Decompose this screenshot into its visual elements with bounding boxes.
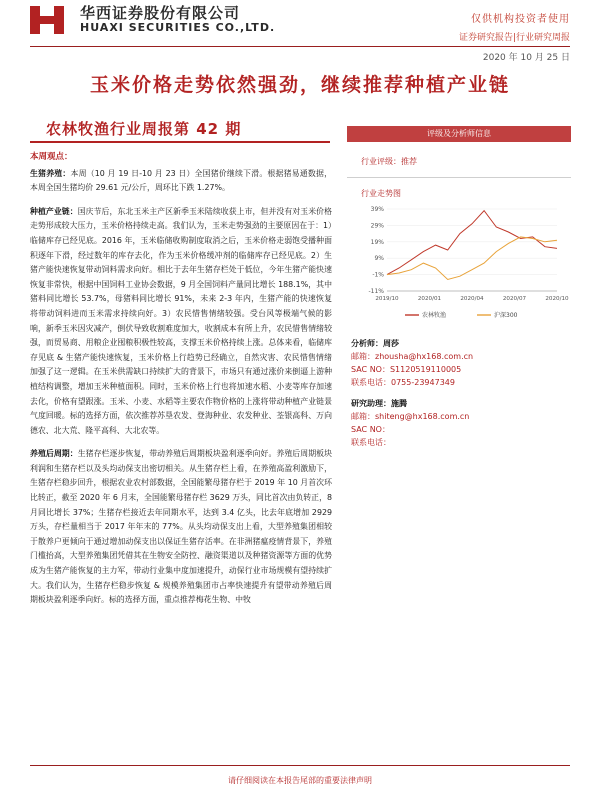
pig-paragraph — [30, 167, 332, 196]
section-heading: 本周观点： — [30, 152, 73, 162]
chart-y-tick-label: 39% — [370, 206, 384, 213]
chart-title: 行业走势图 — [361, 189, 401, 198]
livestock-paragraph — [30, 447, 332, 608]
chart-y-tick-label: -11% — [368, 288, 384, 295]
assistant-name: 施腾 — [391, 399, 407, 408]
footer-divider — [30, 765, 570, 766]
main-content — [30, 150, 332, 617]
pig-lead: 生猪养殖： — [30, 168, 71, 178]
assistant-sac: SAC NO： — [351, 425, 390, 434]
page-header — [0, 0, 600, 63]
analyst-block — [351, 337, 571, 389]
analyst-email[interactable]: 邮箱：zhousha@hx168.com.cn — [351, 352, 474, 361]
analyst-name: 周莎 — [383, 339, 399, 348]
livestock-text: 生猪存栏逐步恢复，带动养殖后周期板块盈利逐季向好。养殖后周期板块利润和生猪存栏以及头均动保支出密切相关。从生猪存栏上看，在养殖高盈利激励下，生猪存栏稳步回升，根据农业农村部数据，全国能繁母猪存栏于 2019 年 10 月首次环比转正，截至 2020 年 6 月末，全国能繁母猪存栏 3629 万头，同比首次由负转正，8 月同比增长 37%；生猪存栏接近去年同期水平，达到 3.4 亿头，比去年底增加 2929 万头，存栏量相当于 2017 年年末的 77%。从头均动保支出上看，大型养殖集团相较于散养户更倾向于通过增加动保支出以保证生猪存活率。在非洲猪瘟疫情背景下，养殖门槛抬高，大型养殖集团凭借其在生物安全防控、融资渠道以及种猪资源等方面的优势成为生猪产能恢复的主力军，带动行业集中度加速提升，动保行业市场规模有望持续扩大。我们认为，生猪存栏稳步恢复 & 规模养殖集团市占率快速提升有望带动养殖后周期板块盈利逐季向好。标的选择方面，重点推荐梅花生物、中牧 — [30, 449, 332, 605]
report-title: 玉米价格走势依然强劲，继续推荐种植产业链 — [89, 74, 510, 96]
chart-x-tick-label: 2020/10 — [545, 296, 569, 302]
audience-tag: 仅供机构投资者使用 — [471, 14, 570, 25]
assistant-role: 研究助理： — [351, 399, 391, 408]
chart-x-tick-label: 2020/04 — [460, 296, 484, 302]
chart-y-tick-label: 29% — [370, 222, 384, 230]
assistant-phone: 联系电话： — [351, 438, 391, 447]
analyst-role: 分析师： — [351, 339, 383, 348]
analyst-section — [347, 337, 571, 449]
legal-notice: 请仔细阅读在本报告尾部的重要法律声明 — [228, 776, 372, 785]
report-date: 2020 年 10 月 25 日 — [482, 53, 570, 63]
livestock-lead: 养殖后周期： — [30, 449, 78, 459]
chart-legend-label: 农林牧渔 — [422, 312, 447, 319]
chart-x-tick-label: 2020/01 — [417, 296, 442, 302]
report-type: 证券研究报告|行业研究周报 — [458, 33, 570, 43]
assistant-email[interactable]: 邮箱：shiteng@hx168.com.cn — [351, 412, 470, 421]
header-divider — [30, 46, 570, 47]
sidebar-title: 评级及分析师信息 — [347, 126, 571, 142]
pig-text: 本周（10 月 19 日-10 月 23 日）全国猪价继续下滑。根据猪易通数据，本周全国生猪均价 29.61 元/公斤，周环比下跌 1.27%。 — [30, 168, 332, 193]
chart-y-tick-label: -1% — [372, 271, 384, 279]
chart-legend-label: 沪深300 — [494, 312, 518, 319]
huaxi-logo-icon — [26, 2, 68, 38]
report-subtitle: 农林牧渔行业周报第 42 期 — [46, 120, 242, 138]
rating-divider — [347, 177, 571, 178]
analyst-sac: SAC NO：S1120519110005 — [351, 365, 462, 374]
chart-x-tick-label: 2019/10 — [375, 296, 399, 302]
assistant-block — [351, 397, 571, 449]
subtitle-divider — [30, 141, 330, 143]
company-name-en: HUAXI SECURITIES CO.,LTD. — [80, 21, 276, 34]
chart-y-tick-label: 19% — [370, 238, 384, 246]
company-name-cn: 华西证券股份有限公司 — [80, 4, 241, 22]
chart-x-tick-label: 2020/07 — [502, 296, 527, 302]
analyst-phone: 联系电话：0755-23947349 — [351, 378, 455, 387]
plant-paragraph — [30, 205, 332, 439]
chart-series-line — [387, 211, 557, 275]
industry-trend-chart — [361, 203, 569, 327]
industry-rating: 行业评级：推荐 — [361, 157, 417, 166]
plant-text: 国庆节后，东北玉米主产区新季玉米陆续收获上市，但并没有对玉米价格走势形成较大压力，玉米价格持续走高。我们认为，玉米走势强劲的主要原因在于：1）临储库存已经见底。2016 年，玉米临储收购制度取消之后，玉米价格走弱饱受播种面积逐年下滑，经过数年的库存去化，作为玉米价格缓冲剂的临储库存已经见底。2）生猪产能快速恢复带动饲料需求向好。相比于去年生猪存栏处于低位，今年生猪产能快速恢复非常快，根据中国饲料工业协会数据，9 月全国饲料产量同比增长 188.1%，其中猪料同比增长 53.7%，母猪料同比增长 91%，未来 2-3 年内，生猪产能的快速恢复将带动饲料进而玉米需求持续向好。3）农民惜售情绪较强。受台风等极端气候的影响，新季玉米因灾减产，倒伏导致收割难度加大，收割成本有所上升，农民惜售情绪较强，而贸易商、用粮企业囤粮积极性较高，支撑玉米价格持续上涨。总体来看，临储库存见底 & 生猪产能快速恢复，玉米价格上行趋势已经确立，自然灾害、农民惜售情绪加强了这一逻辑。在玉米供需缺口持续扩大的背景下，市场只有通过涨价来倒逼上游种植结构调整，增加玉米种植面积。同时，玉米价格上行也将加速水稻、小麦等库存加速去化，价格有望跟涨。玉米、小麦、水稻等主要农作物价格的上涨将带动种植产业链景气度回暖。标的选择方面，依次推荐苏垦农发、登海种业、农发种业、荃银高科、万向德农、北大荒、隆平高科、大北农等。 — [30, 206, 332, 435]
sidebar — [347, 126, 571, 457]
plant-lead: 种植产业链： — [30, 206, 78, 216]
chart-y-tick-label: 9% — [374, 255, 384, 263]
